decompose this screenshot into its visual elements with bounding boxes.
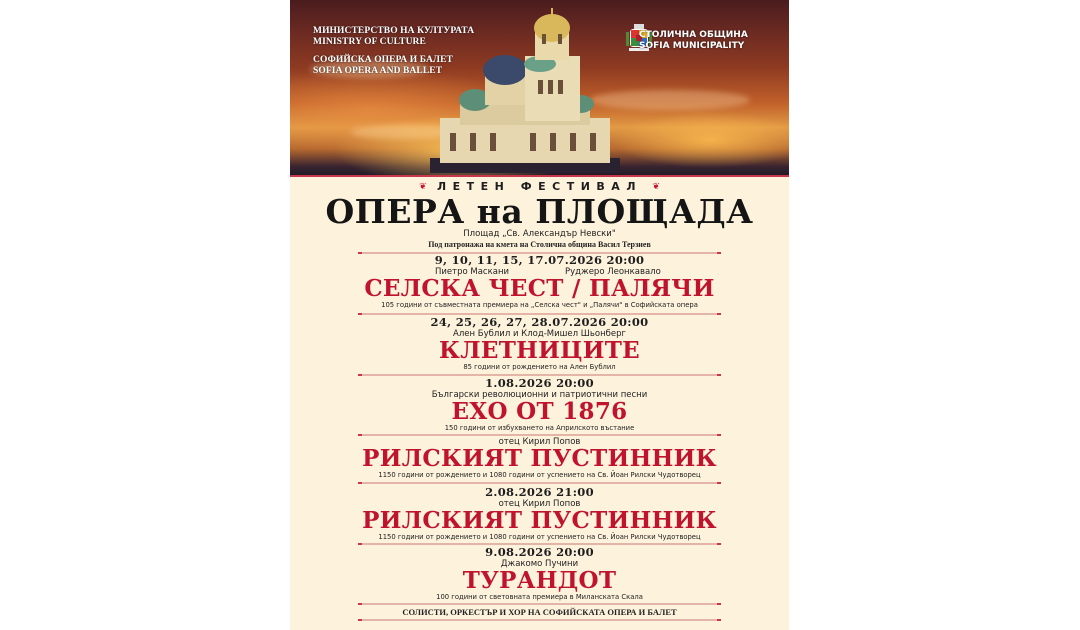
separator <box>362 482 717 484</box>
org-opera-en: SOFIA OPERA AND BALLET <box>313 66 443 76</box>
hero-image <box>290 0 789 177</box>
venue: Площад „Св. Александър Невски" <box>463 229 616 239</box>
municipality-name-en: SOFIA MUNICIPALITY <box>639 41 745 51</box>
show-rila-hermit-2 <box>290 486 789 542</box>
show-note: 1150 години от рождението и 1080 години от успението на Св. Йоан Рилски Чудотворец <box>378 533 701 541</box>
ornament-icon: ❦ <box>419 182 427 192</box>
show-title: КЛЕТНИЦИТЕ <box>439 337 640 364</box>
show-note: 105 години от съвместната премиера на „Селска чест" и „Палячи" в Софийската опера <box>381 301 698 309</box>
show-composer: Ален Бублил и Клод-Мишел Шьонберг <box>453 329 626 339</box>
composer-left: Пиетро Маскани <box>435 267 510 277</box>
org-opera-bg: СОФИЙСКА ОПЕРА И БАЛЕТ <box>313 55 453 65</box>
municipality-name <box>639 30 748 52</box>
ornament-icon: ❦ <box>652 182 660 192</box>
composers <box>290 267 789 277</box>
show-date: 9, 10, 11, 15, 17.07.2026 20:00 <box>434 253 645 267</box>
show-note: 150 години от избухването на Априлското въстание <box>444 424 635 432</box>
performers-credit: СОЛИСТИ, ОРКЕСТЪР И ХОР НА СОФИЙСКАТА ОПЕРА И БАЛЕТ <box>402 607 677 617</box>
separator <box>362 603 717 605</box>
show-echo-1876 <box>290 377 789 433</box>
show-turandot <box>290 546 789 602</box>
show-note: 1150 години от рождението и 1080 години от успението на Св. Йоан Рилски Чудотворец <box>378 471 701 479</box>
composer-right: Руджеро Леонкавало <box>565 267 661 277</box>
org-ministry-en: MINISTRY OF CULTURE <box>313 37 426 47</box>
municipality-name-bg: СТОЛИЧНА ОБЩИНА <box>639 30 748 40</box>
show-title: ТУРАНДОТ <box>462 567 617 594</box>
show-date: 9.08.2026 20:00 <box>485 545 594 559</box>
cathedral-icon <box>430 8 620 173</box>
festival-poster <box>290 0 789 630</box>
org-ministry-bg: МИНИСТЕРСТВО НА КУЛТУРАТА <box>313 26 475 36</box>
show-composer: Джакомо Пучини <box>500 559 579 569</box>
show-title: СЕЛСКА ЧЕСТ / ПАЛЯЧИ <box>364 275 715 302</box>
show-date: 2.08.2026 21:00 <box>485 485 594 499</box>
separator <box>362 619 717 621</box>
show-date: 24, 25, 26, 27, 28.07.2026 20:00 <box>430 315 649 329</box>
festival-title: ОПЕРА на ПЛОЩАДА <box>325 192 754 231</box>
show-title: РИЛСКИЯТ ПУСТИННИК <box>362 507 717 534</box>
show-date: 1.08.2026 20:00 <box>485 376 594 390</box>
show-title: ЕХО ОТ 1876 <box>451 398 628 425</box>
show-cavalleria-pagliacci <box>290 254 789 310</box>
show-composer: отец Кирил Попов <box>498 499 581 509</box>
festival-label-text: ЛЕТЕН ФЕСТИВАЛ <box>437 180 642 193</box>
show-les-miserables <box>290 316 789 372</box>
patronage: Под патронажа на кмета на Столична община Васил Терзиев <box>428 240 651 249</box>
show-composer: отец Кирил Попов <box>498 437 581 447</box>
show-composer: Български революционни и патриотични песни <box>431 390 648 400</box>
show-title: РИЛСКИЯТ ПУСТИННИК <box>362 445 717 472</box>
show-note: 100 години от световната премиера в Миланската Скала <box>436 593 643 601</box>
show-note: 85 години от рождението на Ален Бублил <box>463 363 616 371</box>
show-rila-hermit-1 <box>290 437 789 480</box>
separator <box>362 434 717 436</box>
